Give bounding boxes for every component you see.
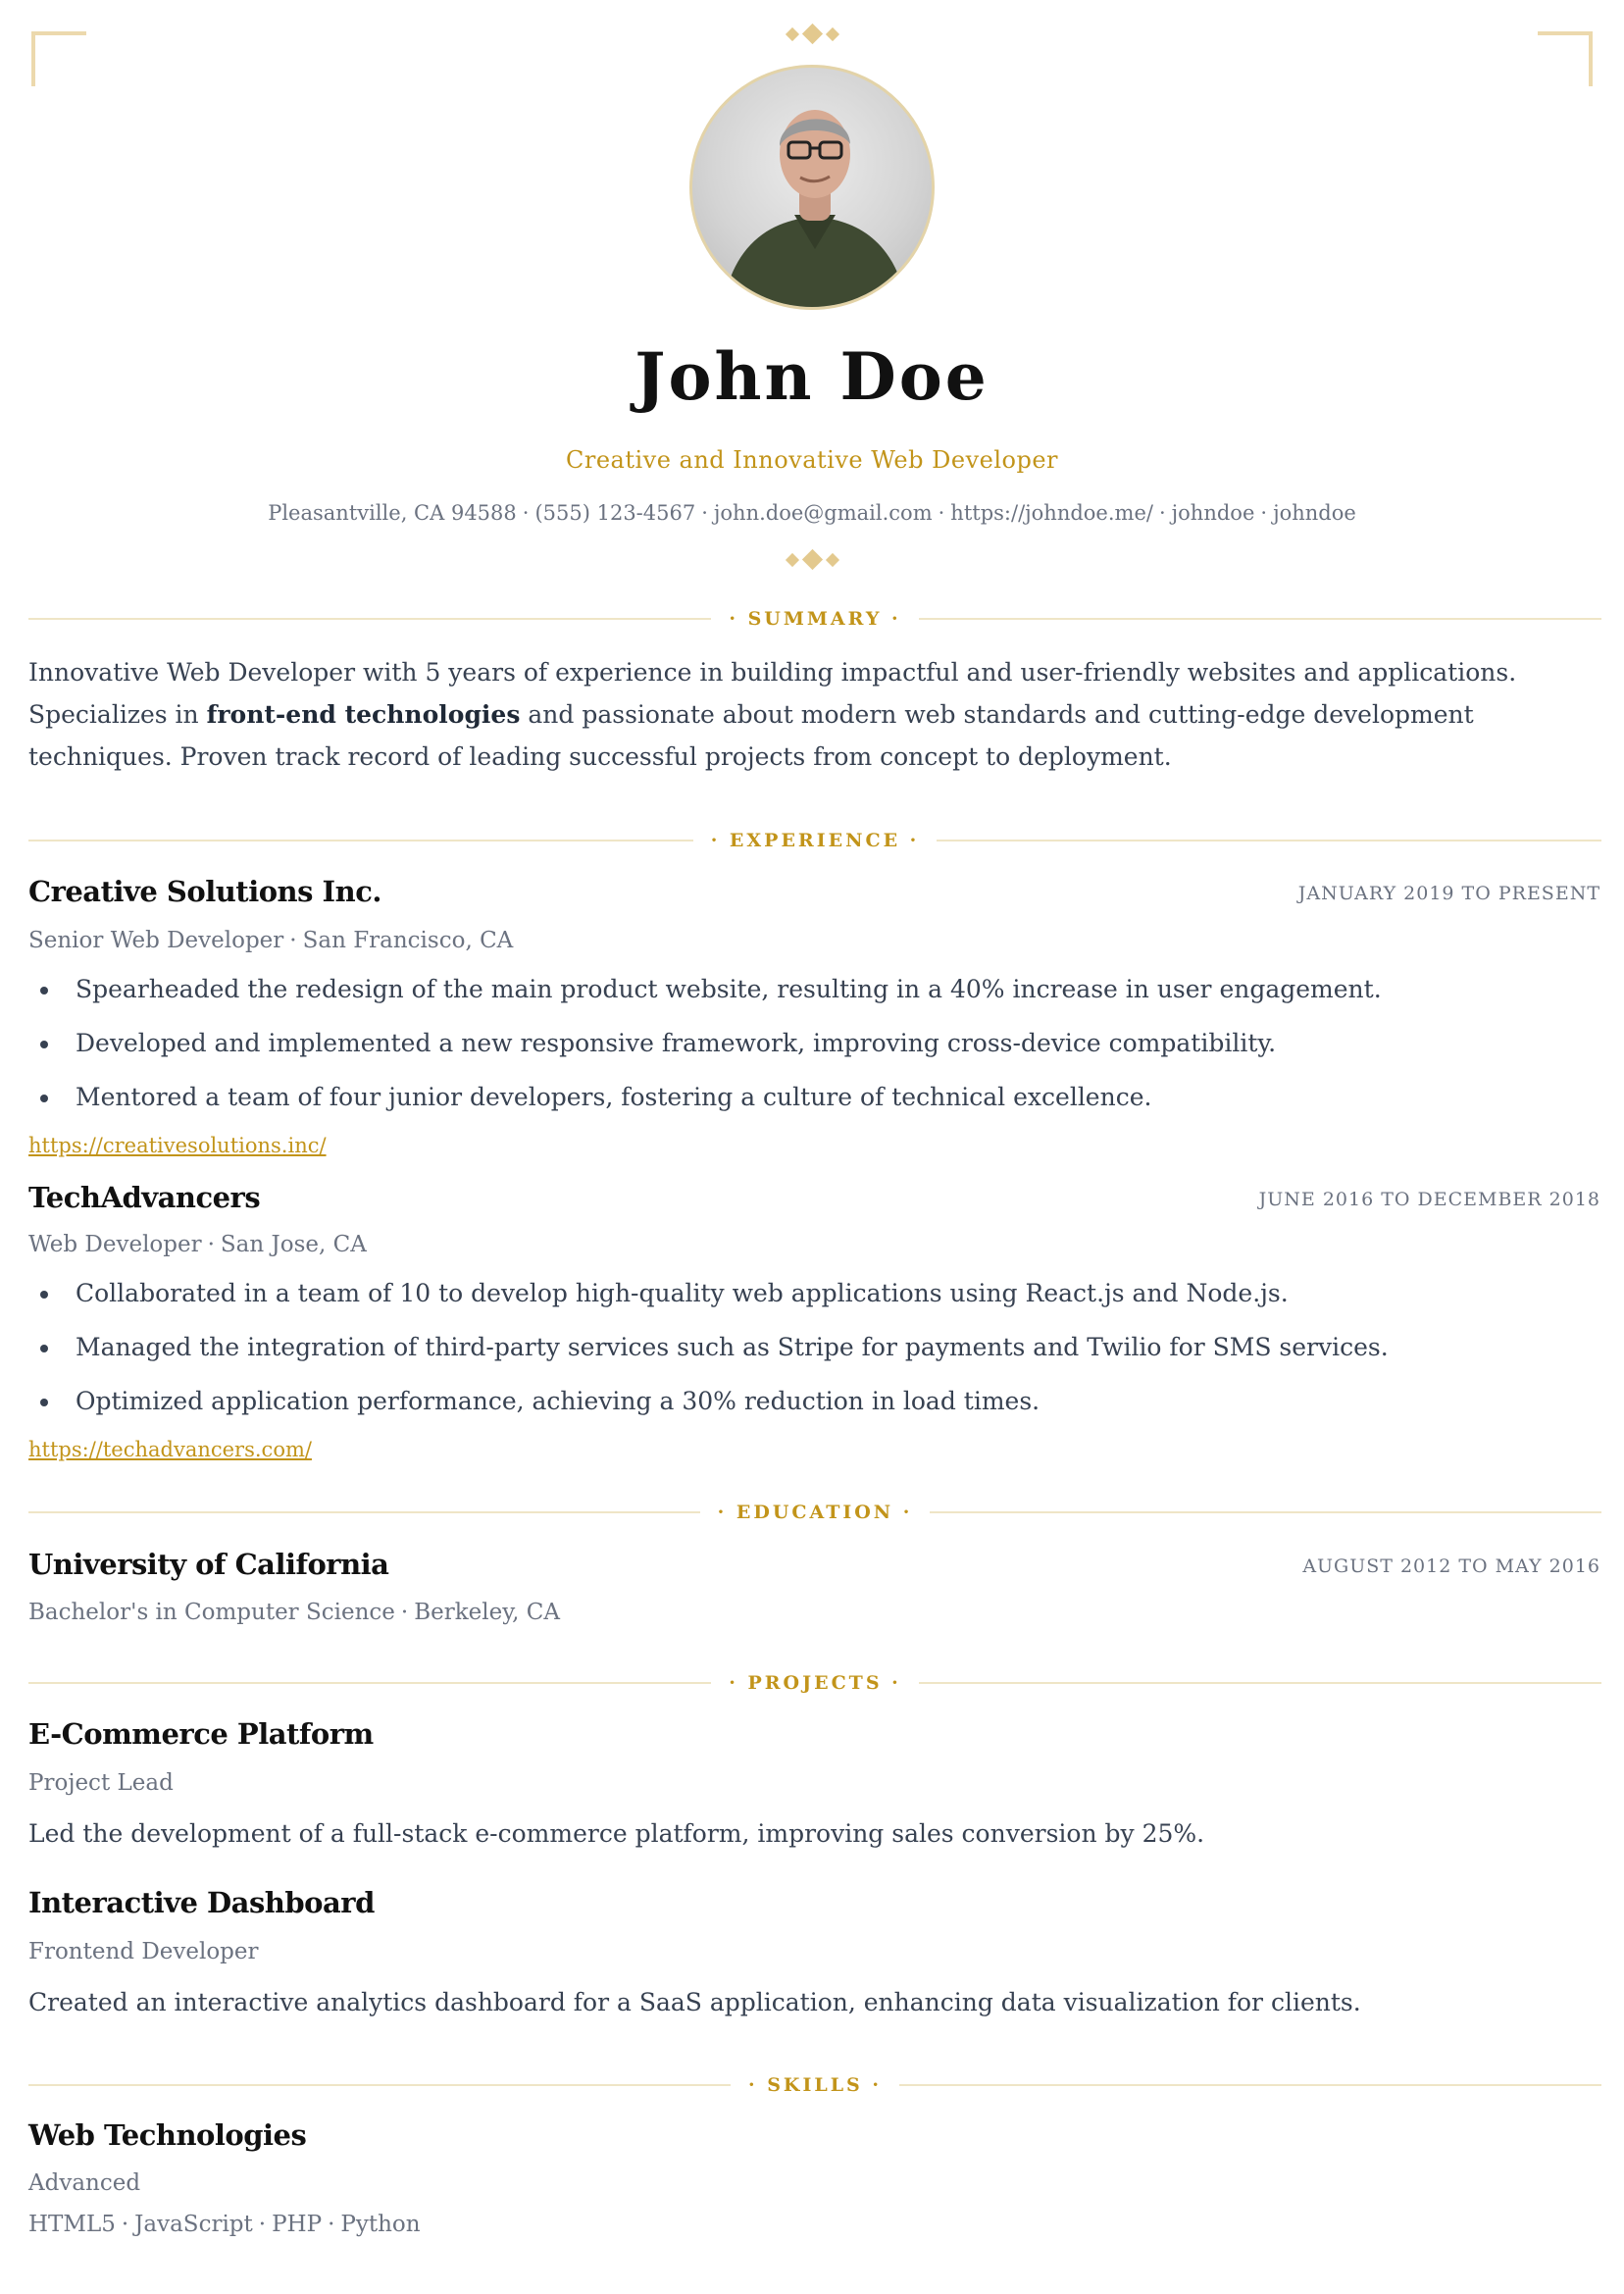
skill-keywords: HTML5 · JavaScript · PHP · Python — [28, 2212, 421, 2237]
experience-bullets — [28, 1266, 1598, 1428]
project-role: Project Lead — [28, 1770, 174, 1796]
section-title-projects: · PROJECTS · — [729, 1672, 901, 1694]
experience-role: Senior Web Developer · San Francisco, CA — [28, 928, 514, 953]
section-title-experience: · EXPERIENCE · — [710, 830, 920, 851]
section-header-skills — [28, 2070, 1601, 2100]
skill-level: Advanced — [28, 2170, 141, 2196]
education-degree: Bachelor's in Computer Science · Berkeley, CA — [28, 1600, 561, 1625]
list-item: Developed and implemented a new responsive framework, improving cross-device compatibility. — [28, 1016, 1598, 1070]
project-description: Led the development of a full-stack e-commerce platform, improving sales conversion by 25%. — [28, 1819, 1205, 1848]
education-date: AUGUST 2012 TO MAY 2016 — [1302, 1555, 1600, 1577]
contact-phone[interactable]: (555) 123-4567 — [534, 501, 696, 525]
experience-company: TechAdvancers — [28, 1181, 261, 1214]
skill-name: Web Technologies — [28, 2118, 307, 2152]
list-item: Managed the integration of third-party services such as Stripe for payments and Twilio for SMS services. — [28, 1320, 1598, 1374]
project-description: Created an interactive analytics dashboard for a SaaS application, enhancing data visualization for clients. — [28, 1988, 1361, 2016]
section-title-education: · EDUCATION · — [717, 1502, 913, 1523]
contact-profile-2[interactable]: johndoe — [1273, 501, 1356, 525]
section-header-summary — [28, 604, 1601, 634]
summary-text: Innovative Web Developer with 5 years of experience in building impactful and user-friendly websites and applications. Specializes in front-end technologies and passionate about modern web standards and cutting-edge development techniques. Proven track record of leading successful projects from concept to deployment. — [28, 658, 1517, 771]
experience-bullets — [28, 962, 1598, 1124]
section-title-skills: · SKILLS · — [747, 2074, 883, 2096]
person-name: John Doe — [634, 338, 990, 415]
profile-photo — [689, 65, 935, 310]
list-item: Optimized application performance, achieving a 30% reduction in load times. — [28, 1374, 1598, 1428]
list-item: Mentored a team of four junior developers, fostering a culture of technical excellence. — [28, 1070, 1598, 1124]
section-header-education — [28, 1498, 1601, 1527]
contact-profile-1[interactable]: johndoe — [1171, 501, 1255, 525]
list-item: Collaborated in a team of 10 to develop high-quality web applications using React.js and Node.js. — [28, 1266, 1598, 1320]
experience-link[interactable]: https://creativesolutions.inc/ — [28, 1134, 327, 1157]
contact-info: Pleasantville, CA 94588 · (555) 123-4567 · john.doe@gmail.com · https://johndoe.me/ · johndoe · johndoe — [268, 501, 1356, 525]
education-institution: University of California — [28, 1548, 389, 1581]
list-item: Spearheaded the redesign of the main product website, resulting in a 40% increase in user engagement. — [28, 962, 1598, 1016]
experience-date: JUNE 2016 TO DECEMBER 2018 — [1258, 1189, 1600, 1210]
header-diamond-ornament — [0, 552, 1624, 567]
contact-website[interactable]: https://johndoe.me/ — [950, 501, 1153, 525]
project-name: E-Commerce Platform — [28, 1717, 374, 1751]
project-role: Frontend Developer — [28, 1939, 259, 1964]
section-header-projects — [28, 1668, 1601, 1698]
top-diamond-ornament — [0, 26, 1624, 41]
headline: Creative and Innovative Web Developer — [565, 446, 1058, 474]
section-header-experience — [28, 826, 1601, 855]
experience-role: Web Developer · San Jose, CA — [28, 1232, 367, 1257]
contact-email[interactable]: john.doe@gmail.com — [713, 501, 933, 525]
experience-date: JANUARY 2019 TO PRESENT — [1297, 883, 1600, 904]
section-title-summary: · SUMMARY · — [729, 608, 901, 630]
contact-location: Pleasantville, CA 94588 — [268, 501, 517, 525]
summary-highlight: front-end technologies — [206, 700, 521, 729]
experience-company: Creative Solutions Inc. — [28, 875, 381, 908]
project-name: Interactive Dashboard — [28, 1886, 375, 1919]
experience-link[interactable]: https://techadvancers.com/ — [28, 1438, 312, 1461]
